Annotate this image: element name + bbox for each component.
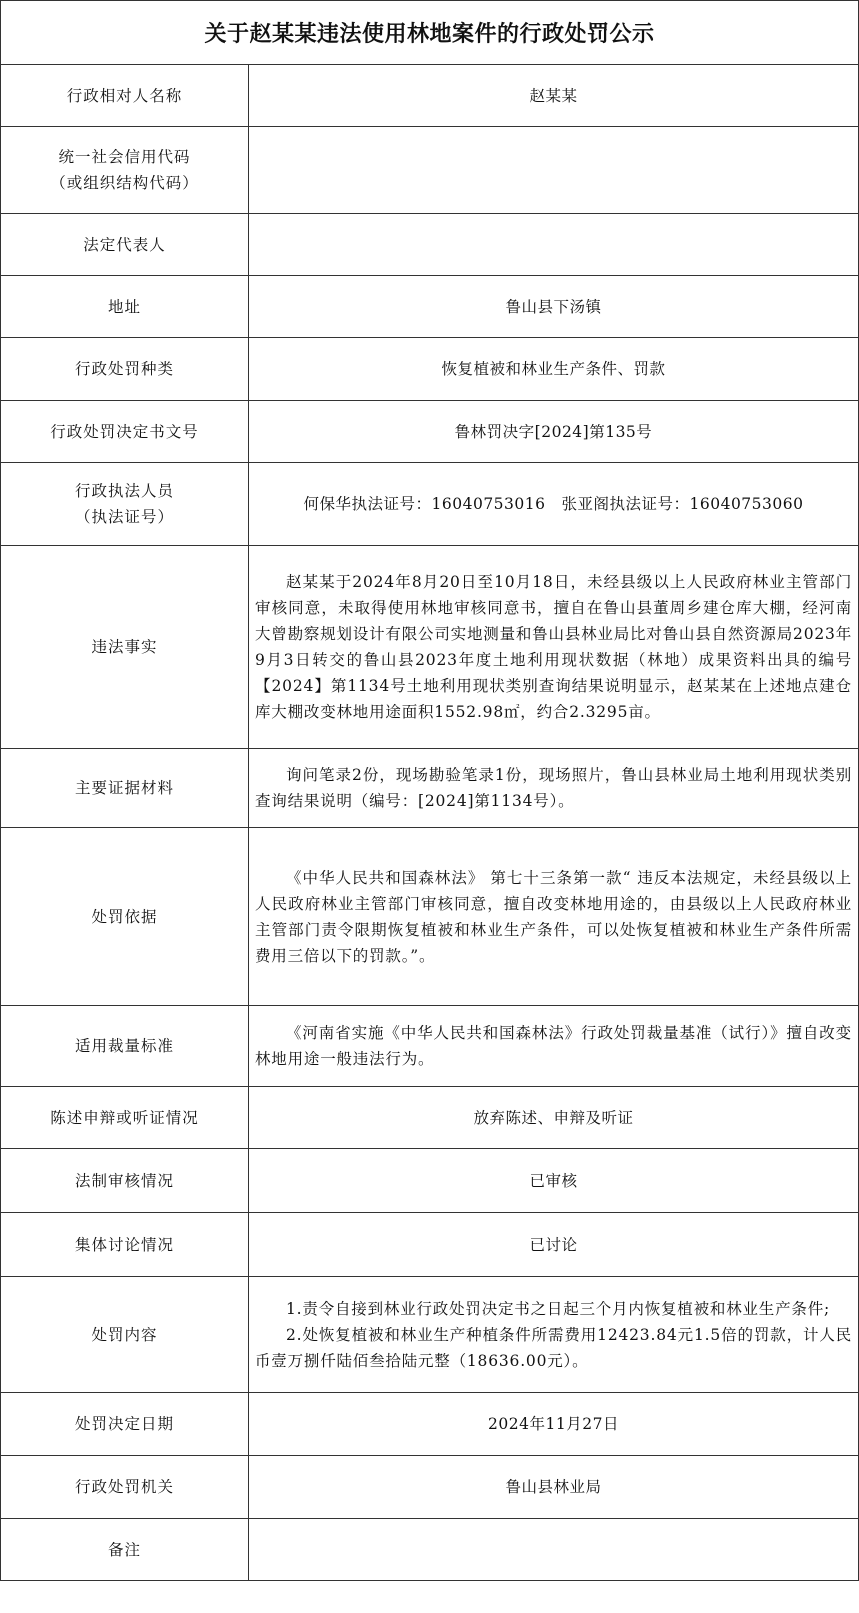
row-credit-code [1, 127, 859, 214]
facts-label: 违法事实 [1, 546, 249, 749]
statement-value: 放弃陈述、申辩及听证 [249, 1087, 859, 1149]
legal-review-value: 已审核 [249, 1149, 859, 1213]
content-item-1: 1.责令自接到林业行政处罚决定书之日起三个月内恢复植被和林业生产条件; [286, 1299, 831, 1318]
row-date [1, 1393, 859, 1456]
decision-no-value: 鲁林罚决字[2024]第135号 [249, 401, 859, 463]
facts-value [249, 546, 859, 749]
collective-value: 已讨论 [249, 1213, 859, 1277]
row-decision-no [1, 401, 859, 463]
collective-label: 集体讨论情况 [1, 1213, 249, 1277]
legal-rep-label: 法定代表人 [1, 214, 249, 276]
credit-code-label-line1: 统一社会信用代码 [58, 148, 191, 166]
row-legal-rep [1, 214, 859, 276]
authority-value: 鲁山县林业局 [249, 1456, 859, 1519]
facts-text: 赵某某于2024年8月20日至10月18日，未经县级以上人民政府林业主管部门审核同意，未取得使用林地审核同意书，擅自在鲁山县董周乡建仓库大棚，经河南大曾勘察规划设计有限公司实地测量和鲁山县林业局比对鲁山县自然资源局2023年9月3日转交的鲁山县2023年度土地利用现状数据（林地）成果资料出具的编号【2024】第1134号土地利用现状类别查询结果说明显示，赵某某在上述地点建仓库大棚改变林地用途面积1552.98㎡，约合2.3295亩。 [255, 573, 852, 721]
row-content [1, 1277, 859, 1393]
address-label: 地址 [1, 276, 249, 338]
date-value: 2024年11月27日 [249, 1393, 859, 1456]
content-value [249, 1277, 859, 1393]
basis-label: 处罚依据 [1, 828, 249, 1006]
date-label: 处罚决定日期 [1, 1393, 249, 1456]
row-standard [1, 1006, 859, 1087]
evidence-text: 询问笔录2份，现场勘验笔录1份，现场照片，鲁山县林业局土地利用现状类别查询结果说明（编号：[2024]第1134号）。 [255, 766, 852, 810]
remarks-label: 备注 [1, 1519, 249, 1581]
authority-label: 行政处罚机关 [1, 1456, 249, 1519]
credit-code-label-line2: （或组织结构代码） [50, 174, 199, 192]
standard-value [249, 1006, 859, 1087]
basis-text: 《中华人民共和国森林法》 第七十三条第一款“ 违反本法规定，未经县级以上人民政府林业主管部门审核同意，擅自改变林地用途的，由县级以上人民政府林业主管部门责令限期恢复植被和林业生产条件，可以处恢复植被和林业生产条件所需费用三倍以下的罚款。”。 [255, 868, 852, 965]
row-basis [1, 828, 859, 1006]
officers-label [1, 463, 249, 546]
standard-text: 《河南省实施《中华人民共和国森林法》行政处罚裁量基准（试行）》擅自改变林地用途一般违法行为。 [255, 1024, 852, 1068]
row-evidence [1, 749, 859, 828]
standard-label: 适用裁量标准 [1, 1006, 249, 1087]
statement-label: 陈述申辩或听证情况 [1, 1087, 249, 1149]
row-remarks [1, 1519, 859, 1581]
credit-code-value [249, 127, 859, 214]
row-address [1, 276, 859, 338]
row-legal-review [1, 1149, 859, 1213]
party-name-value: 赵某某 [249, 65, 859, 127]
officers-label-line1: 行政执法人员 [74, 482, 174, 500]
penalty-type-label: 行政处罚种类 [1, 338, 249, 401]
evidence-label: 主要证据材料 [1, 749, 249, 828]
content-item-2: 2.处恢复植被和林业生产种植条件所需费用12423.84元1.5倍的罚款，计人民币壹万捌仟陆佰叁拾陆元整（18636.00元）。 [255, 1325, 852, 1370]
row-penalty-type [1, 338, 859, 401]
officers-value: 何保华执法证号：16040753016 张亚阁执法证号：16040753060 [249, 463, 859, 546]
row-collective [1, 1213, 859, 1277]
penalty-type-value: 恢复植被和林业生产条件、罚款 [249, 338, 859, 401]
content-label: 处罚内容 [1, 1277, 249, 1393]
remarks-value [249, 1519, 859, 1581]
row-facts [1, 546, 859, 749]
page-title: 关于赵某某违法使用林地案件的行政处罚公示 [0, 0, 859, 64]
evidence-value [249, 749, 859, 828]
penalty-table [0, 64, 859, 1581]
row-statement [1, 1087, 859, 1149]
officers-label-line2: （执法证号） [74, 508, 174, 526]
address-value: 鲁山县下汤镇 [249, 276, 859, 338]
party-name-label: 行政相对人名称 [1, 65, 249, 127]
basis-value [249, 828, 859, 1006]
decision-no-label: 行政处罚决定书文号 [1, 401, 249, 463]
row-authority [1, 1456, 859, 1519]
row-party-name [1, 65, 859, 127]
row-officers [1, 463, 859, 546]
credit-code-label [1, 127, 249, 214]
legal-rep-value [249, 214, 859, 276]
legal-review-label: 法制审核情况 [1, 1149, 249, 1213]
